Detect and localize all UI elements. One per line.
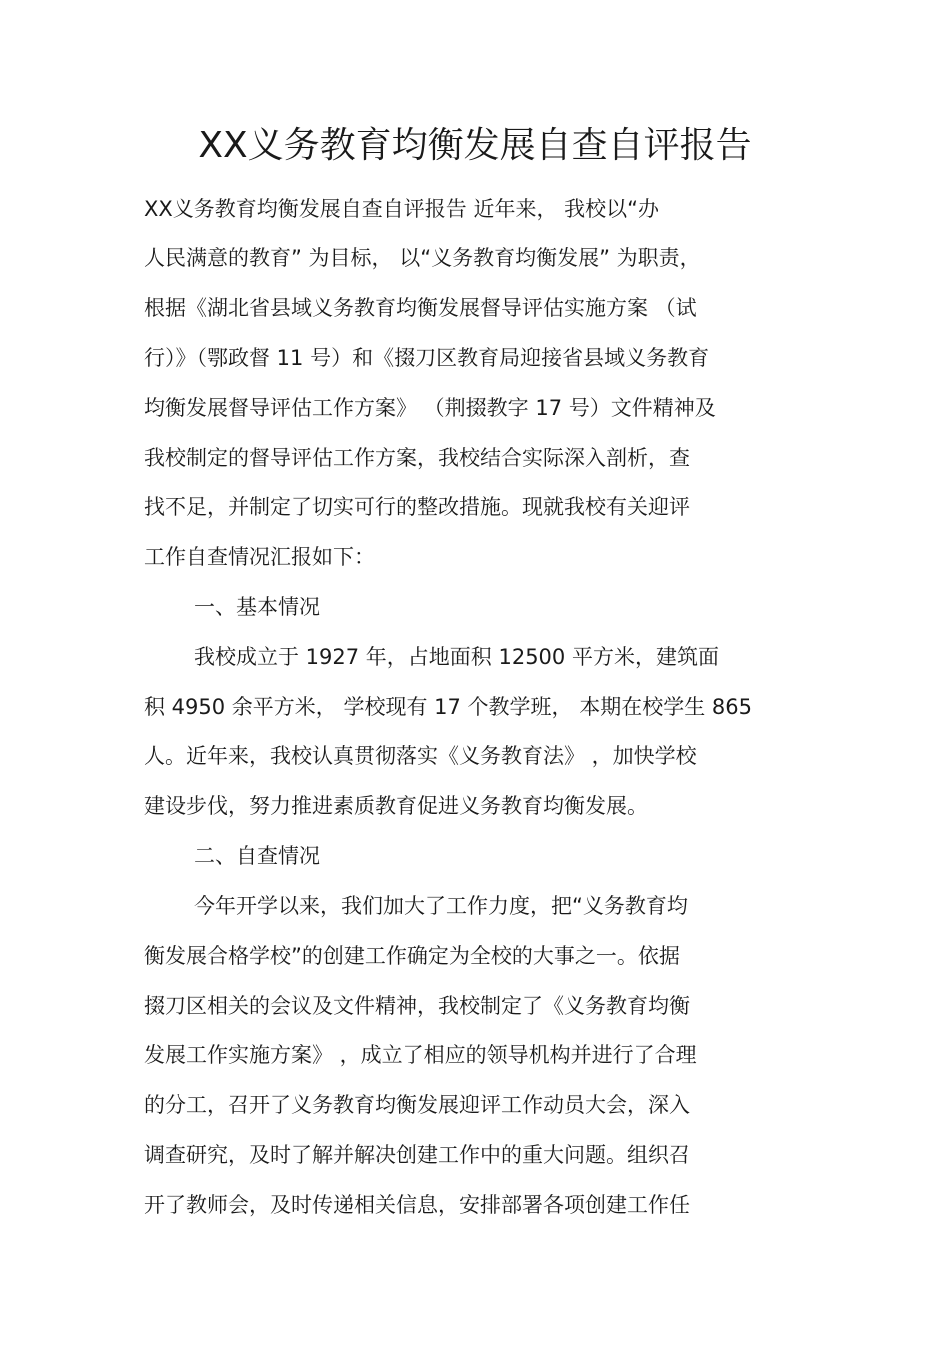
body-line-21: 开了教师会，及时传递相关信息，安排部署各项创建工作任 [144, 1193, 690, 1217]
document-title: XX义务教育均衡发展自查自评报告 [198, 125, 752, 166]
body-line-6: 我校制定的督导评估工作方案，我校结合实际深入剖析，查 [144, 446, 690, 470]
body-line-2: 人民满意的教育” 为目标， 以“义务教育均衡发展” 为职责， [144, 246, 701, 270]
body-line-4: 行）》（鄂政督 11 号）和《掇刀区教育局迎接省县域义务教育 [144, 346, 710, 370]
body-line-15: 今年开学以来，我们加大了工作力度，把“义务教育均 [194, 894, 688, 918]
section-heading-basic: 一、基本情况 [194, 595, 320, 619]
body-line-19: 的分工，召开了义务教育均衡发展迎评工作动员大会，深入 [144, 1093, 690, 1117]
body-line-8: 工作自查情况汇报如下： [144, 545, 375, 569]
body-line-1: XX义务教育均衡发展自查自评报告 近年来， 我校以“办 [144, 197, 660, 221]
body-line-20: 调查研究，及时了解并解决创建工作中的重大问题。组织召 [144, 1143, 690, 1167]
body-line-17: 掇刀区相关的会议及文件精神，我校制定了《义务教育均衡 [144, 994, 690, 1018]
body-line-12: 人。近年来，我校认真贯彻落实《义务教育法》 ，加快学校 [144, 744, 697, 768]
body-line-13: 建设步伐，努力推进素质教育促进义务教育均衡发展。 [144, 794, 648, 818]
body-line-18: 发展工作实施方案》 ，成立了相应的领导机构并进行了合理 [144, 1043, 697, 1067]
body-line-3: 根据《湖北省县域义务教育均衡发展督导评估实施方案 （试 [144, 296, 697, 320]
body-line-10: 我校成立于 1927 年，占地面积 12500 平方米，建筑面 [194, 645, 719, 669]
body-line-11: 积 4950 余平方米， 学校现有 17 个教学班， 本期在校学生 865 [144, 695, 752, 719]
body-line-7: 找不足，并制定了切实可行的整改措施。现就我校有关迎评 [144, 495, 690, 519]
section-heading-self-check: 二、自查情况 [194, 844, 320, 868]
body-line-5: 均衡发展督导评估工作方案》 （荆掇教字 17 号）文件精神及 [144, 396, 716, 420]
body-line-16: 衡发展合格学校”的创建工作确定为全校的大事之一。依据 [144, 944, 680, 968]
